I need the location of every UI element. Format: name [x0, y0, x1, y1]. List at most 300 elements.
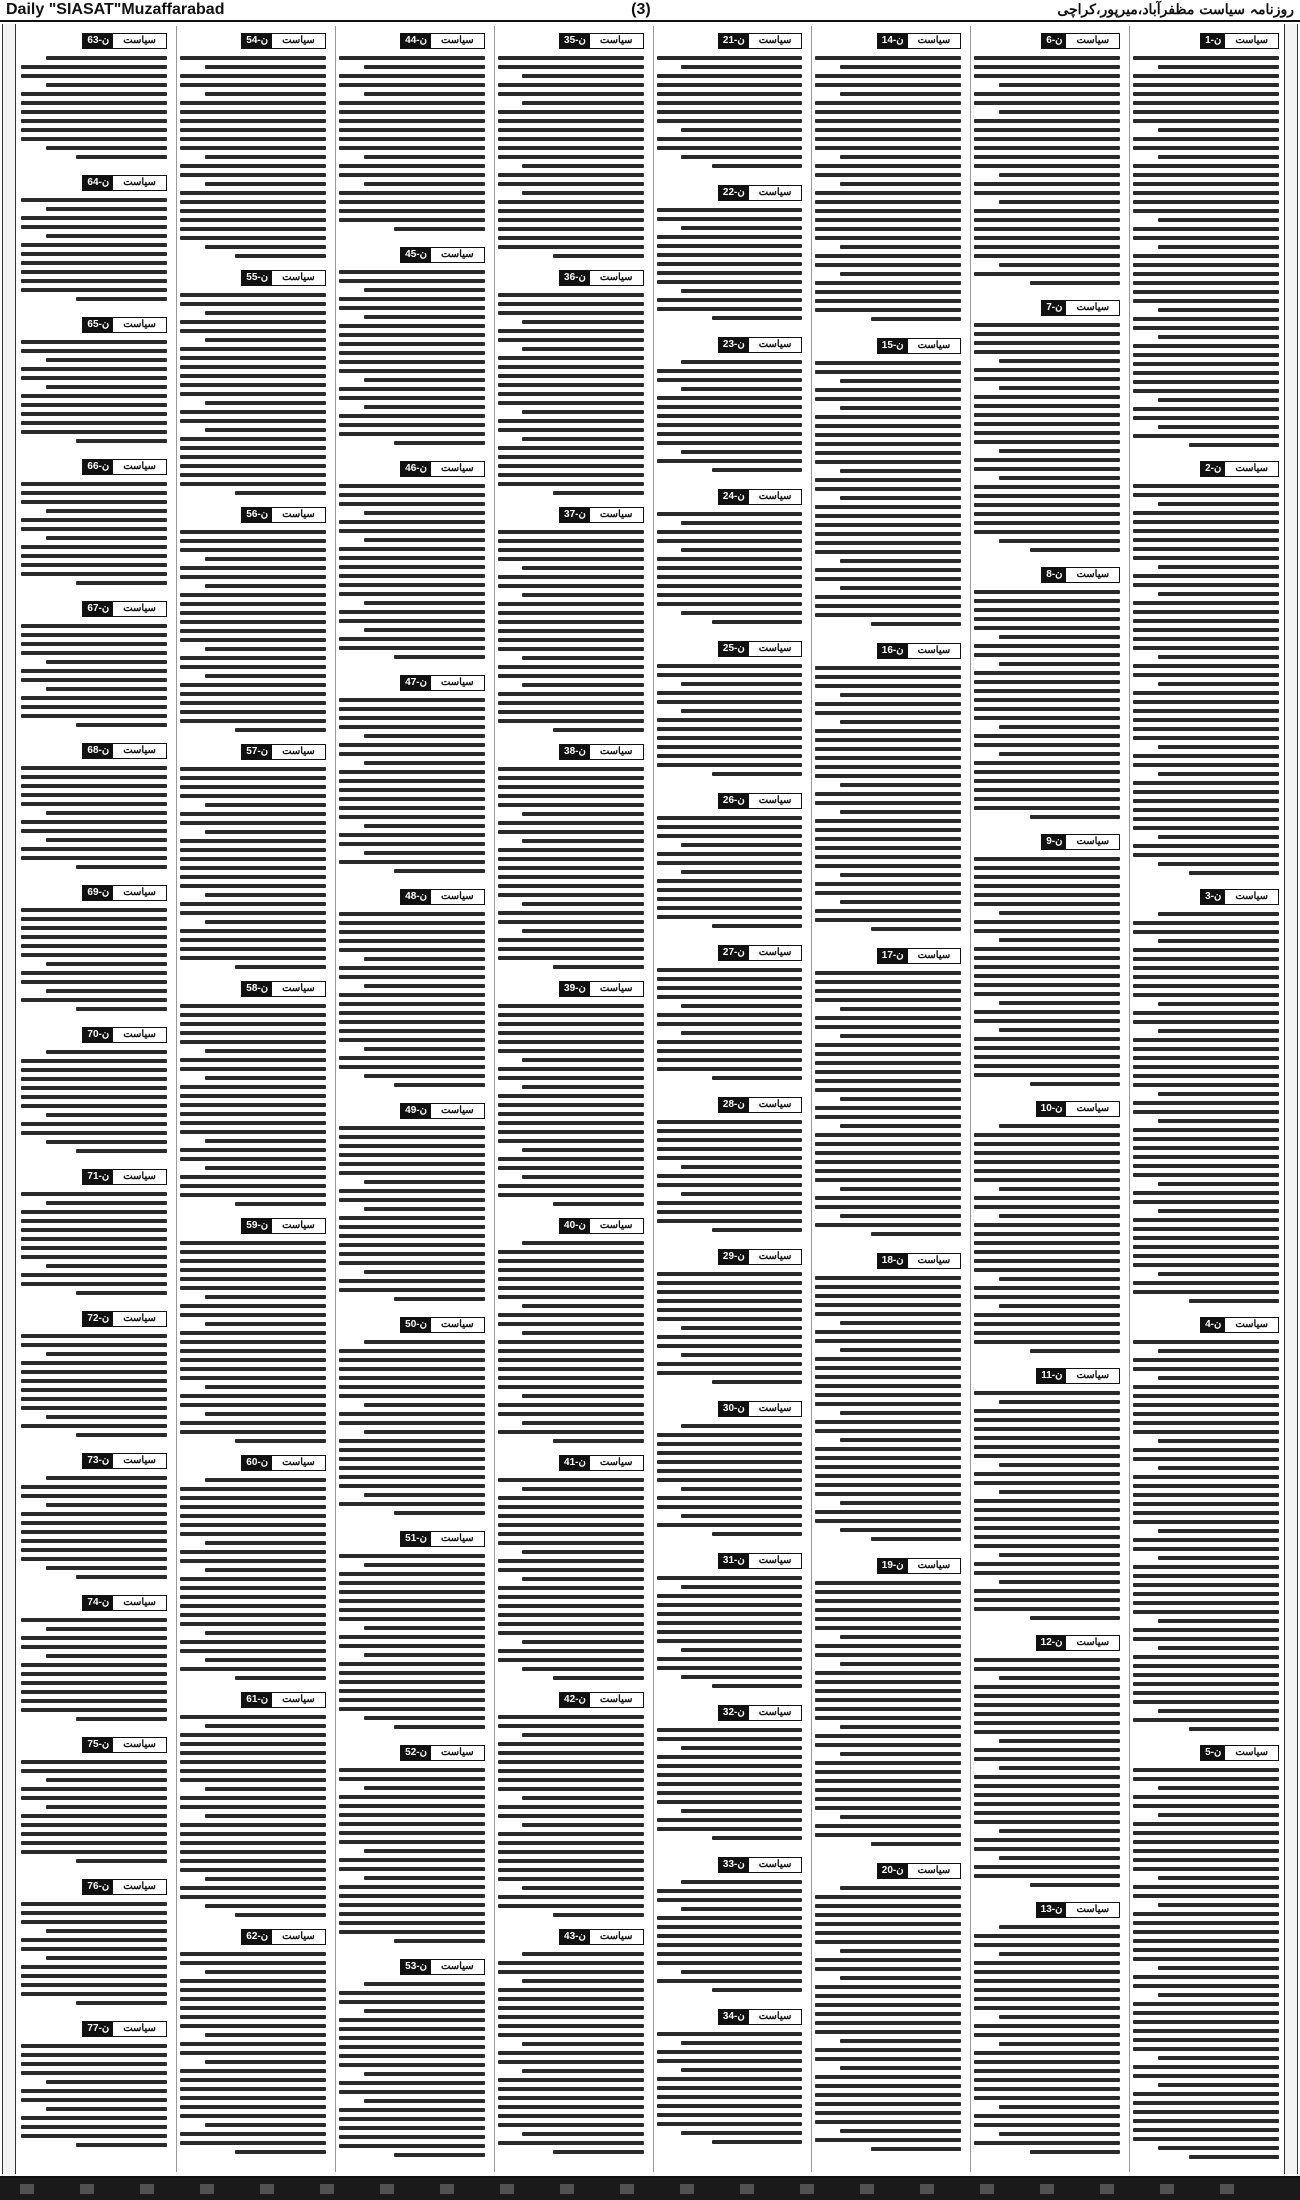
notice-number: ن-51: [401, 1532, 431, 1546]
notice-number: ن-7: [1042, 301, 1066, 315]
classified-notice: [21, 1874, 167, 2012]
notice-brand: سیاست: [123, 1597, 156, 1608]
notice-number: ن-47: [401, 676, 431, 690]
notice-body-text: [815, 666, 961, 931]
notice-body-text: [1133, 1340, 1279, 1731]
notice-number-tag: [718, 337, 802, 353]
notice-number-tag: [82, 885, 166, 901]
notice-number-tag: [400, 1745, 484, 1761]
notice-number-tag: [400, 1103, 484, 1119]
classified-notice: [339, 456, 485, 666]
notice-number: ن-38: [560, 745, 590, 759]
notice-number: ن-46: [401, 462, 431, 476]
notice-number-tag: [1036, 1902, 1120, 1918]
notice-body-text: [339, 1554, 485, 1729]
notice-number-tag: [82, 33, 166, 49]
notice-body-text: [1133, 484, 1279, 875]
notice-body-text: [21, 1902, 167, 2005]
classified-notice: [180, 1213, 326, 1446]
classified-notice: [1133, 456, 1279, 880]
notice-body-text: [498, 1004, 644, 1206]
classified-notice: [339, 28, 485, 238]
notice-number-tag: [718, 1097, 802, 1113]
notice-number-tag: [877, 33, 961, 49]
notice-body-text: [498, 293, 644, 495]
notice-brand: سیاست: [1076, 1637, 1110, 1648]
notice-brand: سیاست: [440, 463, 474, 474]
notice-brand: سیاست: [917, 35, 951, 46]
notice-number-tag: [877, 948, 961, 964]
right-border-strip: [1284, 24, 1298, 2174]
notice-number-tag: [718, 489, 802, 505]
notice-number-tag: [559, 744, 643, 760]
notice-number: ن-12: [1037, 1636, 1067, 1650]
notice-body-text: [339, 56, 485, 231]
notice-number-tag: [82, 1169, 166, 1185]
notice-body-text: [815, 1581, 961, 1846]
notice-body-text: [815, 1276, 961, 1541]
classified-notice: [815, 1858, 961, 2159]
classified-notice: [21, 170, 167, 308]
notice-body-text: [974, 56, 1120, 285]
notice-brand: سیاست: [758, 1555, 792, 1566]
notice-number: ن-34: [719, 2010, 749, 2024]
notice-number: ن-59: [242, 1219, 272, 1233]
classified-notice: [657, 636, 803, 784]
notice-number: ن-19: [878, 1559, 908, 1573]
notice-number-tag: [241, 1692, 325, 1708]
notice-number-tag: [1041, 567, 1120, 583]
notice-number-tag: [559, 1929, 643, 1945]
notice-number-tag: [718, 1705, 802, 1721]
notice-number-tag: [400, 1959, 484, 1975]
notice-number-tag: [718, 641, 802, 657]
notice-number-tag: [241, 1218, 325, 1234]
notice-body-text: [180, 1715, 326, 1917]
notice-number-tag: [718, 1857, 802, 1873]
notice-body-text: [339, 1340, 485, 1515]
classified-notice: [21, 28, 167, 166]
notice-brand: سیاست: [282, 1457, 315, 1468]
notice-body-text: [21, 1618, 167, 1721]
notice-brand: سیاست: [917, 645, 951, 656]
column-5: [494, 26, 647, 2172]
notice-body-text: [180, 1952, 326, 2154]
notice-body-text: [1133, 912, 1279, 1303]
notice-number-tag: [241, 1929, 325, 1945]
notice-number: ن-77: [83, 2022, 113, 2036]
notice-brand: سیاست: [917, 340, 951, 351]
left-border-strip: [2, 24, 16, 2174]
notice-brand: سیاست: [758, 643, 792, 654]
notice-number: ن-24: [719, 490, 749, 504]
classified-notice: [180, 1924, 326, 2157]
notice-brand: سیاست: [599, 509, 633, 520]
notice-number-tag: [1041, 300, 1120, 316]
notice-number: ن-16: [878, 644, 908, 658]
notice-number: ن-3: [1201, 890, 1225, 904]
classified-notice: [498, 1213, 644, 1446]
notice-body-text: [657, 816, 803, 928]
notice-body-text: [21, 1760, 167, 1863]
notice-brand: سیاست: [123, 745, 156, 756]
notice-brand: سیاست: [1076, 35, 1110, 46]
notice-body-text: [657, 968, 803, 1080]
notice-number-tag: [400, 1317, 484, 1333]
notice-brand: سیاست: [599, 1457, 633, 1468]
notice-number: ن-22: [719, 186, 749, 200]
notice-body-text: [180, 56, 326, 258]
classified-notice: [974, 28, 1120, 291]
notice-body-text: [974, 590, 1120, 819]
classified-notice: [657, 1092, 803, 1240]
notice-body-text: [21, 1050, 167, 1153]
notice-brand: سیاست: [282, 1931, 315, 1942]
column-7: [176, 26, 329, 2172]
notice-number-tag: [82, 1027, 166, 1043]
notice-brand: سیاست: [123, 2023, 156, 2034]
notice-number-tag: [559, 1455, 643, 1471]
classified-notice: [498, 739, 644, 972]
notice-number-tag: [400, 889, 484, 905]
notice-number: ن-76: [83, 1880, 113, 1894]
notice-brand: سیاست: [282, 35, 315, 46]
classified-notice: [339, 670, 485, 880]
notice-number: ن-27: [719, 946, 749, 960]
notice-body-text: [657, 1576, 803, 1688]
classified-notice: [1133, 1312, 1279, 1736]
notice-number: ن-8: [1042, 568, 1066, 582]
notice-number-tag: [400, 247, 484, 263]
notice-body-text: [1133, 1768, 1279, 2159]
notice-number: ن-4: [1201, 1318, 1225, 1332]
classified-notice: [21, 596, 167, 734]
notice-brand: سیاست: [758, 795, 792, 806]
notice-brand: سیاست: [917, 1865, 951, 1876]
notice-body-text: [1133, 56, 1279, 447]
column-4: [653, 26, 806, 2172]
classified-notice: [657, 1244, 803, 1392]
notice-number-tag: [241, 981, 325, 997]
column-3: [811, 26, 964, 2172]
notice-brand: سیاست: [1076, 1103, 1110, 1114]
column-8: [18, 26, 170, 2172]
classified-notice: [498, 265, 644, 498]
notice-number: ن-30: [719, 1402, 749, 1416]
notice-number-tag: [559, 270, 643, 286]
classified-notice: [498, 1450, 644, 1683]
notice-body-text: [339, 270, 485, 445]
notice-body-text: [498, 767, 644, 969]
notice-body-text: [498, 56, 644, 258]
notice-number: ن-61: [242, 1693, 272, 1707]
classified-notice: [974, 1096, 1120, 1359]
notice-brand: سیاست: [758, 1251, 792, 1262]
notice-body-text: [498, 1952, 644, 2154]
notice-brand: سیاست: [123, 1881, 156, 1892]
notice-body-text: [21, 1192, 167, 1295]
column-2: [970, 26, 1123, 2172]
notice-body-text: [180, 530, 326, 732]
notice-brand: سیاست: [917, 1255, 951, 1266]
notice-number-tag: [82, 175, 166, 191]
notice-body-text: [657, 1272, 803, 1384]
classified-notice: [21, 1448, 167, 1586]
notice-number-tag: [82, 601, 166, 617]
footer-strip: [0, 2176, 1300, 2200]
notice-number-tag: [82, 2021, 166, 2037]
notice-body-text: [21, 2044, 167, 2147]
notice-body-text: [180, 293, 326, 495]
notice-number-tag: [400, 461, 484, 477]
notice-number-tag: [82, 317, 166, 333]
notice-brand: سیاست: [1235, 463, 1268, 474]
notice-brand: سیاست: [440, 1961, 474, 1972]
classified-notice: [1133, 1740, 1279, 2164]
notice-number-tag: [877, 1253, 961, 1269]
notice-number-tag: [1041, 33, 1120, 49]
classified-columns: [18, 26, 1282, 2172]
notice-number-tag: [718, 945, 802, 961]
masthead: [0, 0, 1300, 22]
classified-notice: [815, 333, 961, 634]
notice-brand: سیاست: [758, 1707, 792, 1718]
notice-number-tag: [1200, 33, 1279, 49]
masthead-title-urdu: روزنامہ سیاست مظفرآباد،میرپور،کراچی: [1057, 2, 1294, 18]
classified-notice: [180, 976, 326, 1209]
notice-number: ن-2: [1201, 462, 1225, 476]
notice-body-text: [974, 323, 1120, 552]
notice-number-tag: [559, 981, 643, 997]
notice-brand: سیاست: [917, 1560, 951, 1571]
notice-number-tag: [400, 675, 484, 691]
notice-number-tag: [241, 507, 325, 523]
notice-number: ن-68: [83, 744, 113, 758]
notice-number: ن-33: [719, 1858, 749, 1872]
notice-brand: سیاست: [123, 1739, 156, 1750]
notice-number: ن-23: [719, 338, 749, 352]
classified-notice: [21, 1732, 167, 1870]
notice-body-text: [21, 56, 167, 159]
classified-notice: [974, 1630, 1120, 1893]
notice-body-text: [21, 340, 167, 443]
notice-body-text: [498, 1715, 644, 1917]
notice-brand: سیاست: [282, 983, 315, 994]
notice-number: ن-11: [1037, 1369, 1066, 1383]
notice-body-text: [180, 1241, 326, 1443]
classified-notice: [498, 1687, 644, 1920]
notice-body-text: [339, 1982, 485, 2157]
notice-number-tag: [1200, 889, 1279, 905]
classified-notice: [974, 1363, 1120, 1626]
notice-number-tag: [718, 2009, 802, 2025]
notice-body-text: [339, 1126, 485, 1301]
notice-brand: سیاست: [599, 983, 633, 994]
classified-notice: [657, 180, 803, 328]
notice-brand: سیاست: [123, 461, 156, 472]
classified-notice: [1133, 28, 1279, 452]
notice-number-tag: [559, 1218, 643, 1234]
classified-notice: [339, 1740, 485, 1950]
notice-brand: سیاست: [1076, 836, 1110, 847]
notice-number: ن-44: [401, 34, 431, 48]
classified-notice: [657, 1852, 803, 2000]
notice-number-tag: [241, 270, 325, 286]
notice-body-text: [339, 912, 485, 1087]
notice-brand: سیاست: [599, 272, 633, 283]
classified-notice: [21, 312, 167, 450]
notice-brand: سیاست: [758, 947, 792, 958]
notice-body-text: [974, 1391, 1120, 1620]
notice-number: ن-49: [401, 1104, 431, 1118]
notice-brand: سیاست: [599, 35, 633, 46]
notice-number: ن-58: [242, 982, 272, 996]
notice-body-text: [21, 1476, 167, 1579]
notice-number-tag: [718, 1553, 802, 1569]
classified-notice: [657, 332, 803, 480]
classified-notice: [180, 28, 326, 261]
classified-notice: [21, 738, 167, 876]
notice-number: ن-26: [719, 794, 749, 808]
notice-brand: سیاست: [440, 1105, 474, 1116]
classified-notice: [180, 739, 326, 972]
notice-brand: سیاست: [123, 1171, 156, 1182]
notice-number: ن-25: [719, 642, 749, 656]
notice-number: ن-29: [719, 1250, 749, 1264]
notice-number: ن-73: [83, 1454, 113, 1468]
notice-number: ن-6: [1042, 34, 1066, 48]
notice-number-tag: [559, 33, 643, 49]
notice-number: ن-1: [1201, 34, 1225, 48]
notice-brand: سیاست: [440, 891, 474, 902]
classified-notice: [339, 1098, 485, 1308]
notice-brand: سیاست: [440, 1747, 474, 1758]
notice-number-tag: [82, 1737, 166, 1753]
notice-body-text: [974, 857, 1120, 1086]
notice-number: ن-37: [560, 508, 590, 522]
notice-number: ن-45: [401, 248, 431, 262]
notice-number: ن-28: [719, 1098, 749, 1112]
notice-number: ن-50: [401, 1318, 431, 1332]
notice-brand: سیاست: [758, 1099, 792, 1110]
notice-brand: سیاست: [282, 509, 315, 520]
notice-number: ن-31: [719, 1554, 749, 1568]
notice-body-text: [657, 1880, 803, 1992]
notice-brand: سیاست: [599, 1931, 633, 1942]
notice-number: ن-41: [560, 1456, 590, 1470]
notice-body-text: [974, 1658, 1120, 1887]
classified-notice: [339, 1312, 485, 1522]
notice-number: ن-21: [719, 34, 749, 48]
notice-body-text: [974, 1925, 1120, 2154]
notice-number: ن-48: [401, 890, 431, 904]
notice-body-text: [815, 971, 961, 1236]
notice-brand: سیاست: [758, 35, 792, 46]
notice-brand: سیاست: [282, 746, 315, 757]
notice-number-tag: [559, 1692, 643, 1708]
classified-notice: [21, 1590, 167, 1728]
notice-number-tag: [1200, 1317, 1279, 1333]
classified-notice: [815, 638, 961, 939]
notice-number: ن-64: [83, 176, 113, 190]
notice-number: ن-43: [560, 1930, 590, 1944]
notice-body-text: [21, 624, 167, 727]
notice-number-tag: [82, 1879, 166, 1895]
notice-body-text: [21, 482, 167, 585]
notice-number-tag: [718, 793, 802, 809]
notice-body-text: [815, 361, 961, 626]
classified-notice: [180, 1687, 326, 1920]
notice-number: ن-32: [719, 1706, 749, 1720]
notice-number: ن-39: [560, 982, 590, 996]
notice-brand: سیاست: [758, 1859, 792, 1870]
notice-brand: سیاست: [758, 339, 792, 350]
notice-body-text: [657, 1424, 803, 1536]
notice-brand: سیاست: [599, 1220, 633, 1231]
classified-notice: [657, 1396, 803, 1544]
classified-notice: [1133, 884, 1279, 1308]
classified-notice: [815, 943, 961, 1244]
notice-number: ن-55: [242, 271, 272, 285]
notice-number-tag: [82, 1595, 166, 1611]
notice-number: ن-20: [878, 1864, 908, 1878]
classified-notice: [974, 562, 1120, 825]
notice-brand: سیاست: [758, 1403, 792, 1414]
notice-brand: سیاست: [282, 1220, 315, 1231]
notice-number-tag: [1200, 461, 1279, 477]
notice-body-text: [339, 1768, 485, 1943]
notice-number-tag: [82, 1311, 166, 1327]
notice-number: ن-54: [242, 34, 272, 48]
classified-notice: [657, 1548, 803, 1696]
notice-brand: سیاست: [599, 1694, 633, 1705]
notice-body-text: [21, 1334, 167, 1437]
notice-body-text: [815, 56, 961, 321]
classified-notice: [21, 1306, 167, 1444]
notice-brand: سیاست: [440, 249, 474, 260]
notice-number: ن-71: [83, 1170, 113, 1184]
classified-notice: [339, 242, 485, 452]
notice-brand: سیاست: [123, 35, 156, 46]
notice-number-tag: [1041, 834, 1120, 850]
notice-body-text: [657, 664, 803, 776]
notice-body-text: [657, 208, 803, 320]
notice-number: ن-40: [560, 1219, 590, 1233]
notice-brand: سیاست: [123, 603, 156, 614]
notice-number-tag: [82, 743, 166, 759]
notice-brand: سیاست: [1076, 1904, 1110, 1915]
notice-body-text: [498, 1241, 644, 1443]
notice-number-tag: [1036, 1101, 1120, 1117]
classified-notice: [21, 1164, 167, 1302]
classified-notice: [498, 976, 644, 1209]
notice-brand: سیاست: [123, 319, 156, 330]
page-number: (3): [631, 1, 651, 18]
classified-notice: [657, 484, 803, 632]
classified-notice: [657, 2004, 803, 2152]
notice-brand: سیاست: [1076, 302, 1110, 313]
classified-notice: [657, 28, 803, 176]
classified-notice: [498, 1924, 644, 2157]
notice-brand: سیاست: [917, 950, 951, 961]
notice-number: ن-60: [242, 1456, 272, 1470]
classified-notice: [180, 502, 326, 735]
notice-number-tag: [400, 33, 484, 49]
notice-body-text: [498, 1478, 644, 1680]
notice-brand: سیاست: [599, 746, 633, 757]
notice-number: ن-75: [83, 1738, 113, 1752]
notice-number: ن-5: [1201, 1746, 1225, 1760]
